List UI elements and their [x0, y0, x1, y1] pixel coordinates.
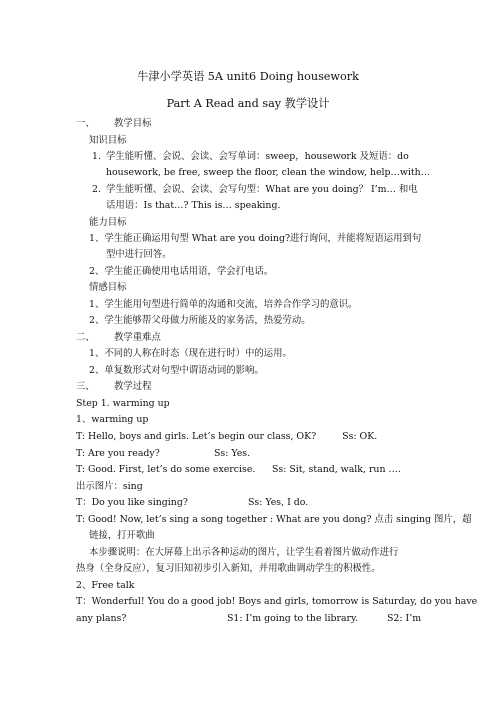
teacher-line: T: Hello, boys and girls. Let’s begin our class, OK? — [76, 431, 317, 442]
students-line: Ss: Yes. — [214, 448, 251, 459]
subheading: 知识目标 — [89, 135, 127, 146]
section-heading: 教学重难点 — [114, 332, 161, 343]
dialogue-line — [76, 447, 160, 460]
students-line: Ss: OK. — [342, 431, 378, 442]
instruction-line: 出示图片：sing — [76, 481, 143, 492]
section-number: 三、 — [76, 381, 95, 392]
student-line: S1: I’m going to the library. — [227, 613, 359, 624]
teacher-line: T: Are you ready? — [76, 448, 160, 459]
teacher-line: T：Do you like singing? — [76, 497, 188, 508]
list-item: 学生能听懂、会说、会读、会写单词：sweep，housework 及短语：do — [106, 151, 409, 162]
list-item: 1、不同的人称在时态（现在进行时）中的运用。 — [89, 348, 292, 359]
document-subtitle: Part A Read and say 教学设计 — [166, 97, 330, 110]
note-line: 热身（全身反应），复习旧知初步引入新知，并用歌曲调动学生的积极性。 — [76, 563, 381, 574]
list-item: 2、学生能正确使用电话用语，学会打电话。 — [89, 266, 274, 277]
continuation-line: any plans? — [76, 613, 127, 624]
list-item-continuation: housework, be free, sweep the floor, clean the window, help…with… — [106, 167, 431, 178]
list-item: 1、学生能用句型进行简单的沟通和交流，培养合作学习的意识。 — [89, 299, 358, 310]
section-number: 二、 — [76, 332, 95, 343]
list-item: 2、学生能够帮父母做力所能及的家务活，热爱劳动。 — [89, 315, 311, 326]
subheading: 1、warming up — [76, 414, 149, 425]
list-item-continuation: 话用语：Is that…? This is… speaking. — [106, 200, 281, 211]
section-heading: 教学目标 — [114, 118, 152, 129]
students-line: Ss: Yes, I do. — [248, 497, 309, 508]
list-item: 2、单复数形式对句型中谓语动词的影响。 — [89, 365, 264, 376]
dialogue-line — [76, 430, 377, 443]
teacher-line-continuation: 链接，打开歌曲 — [89, 530, 155, 541]
item-number: 1. — [92, 151, 101, 162]
section-heading: 教学过程 — [114, 381, 152, 392]
subheading: 能力目标 — [89, 217, 127, 228]
section-number: 一、 — [76, 118, 95, 129]
document-title: 牛津小学英语 5A unit6 Doing housework — [137, 70, 359, 83]
item-number: 2. — [92, 184, 101, 195]
step-heading: Step 1. warming up — [76, 398, 170, 409]
subheading: 情感目标 — [89, 282, 127, 293]
list-item-continuation: 型中进行回答。 — [106, 249, 172, 260]
students-line: Ss: Sit, stand, walk, run …. — [272, 464, 401, 475]
teacher-line: T: Good. First, let’s do some exercise. — [76, 464, 256, 475]
teacher-line: T：Wonderful! You do a good job! Boys and girls, tomorrow is Saturday, do you have — [76, 596, 478, 607]
student-line: S2: I’m — [387, 613, 422, 624]
teacher-line: T: Good! Now, let’s sing a song together : What are you dong? 点击 singing 图片，超 — [76, 514, 472, 525]
subheading: 2、Free talk — [76, 580, 135, 591]
list-item: 1、学生能正确运用句型 What are you doing?进行询问，并能将短语运用到句 — [89, 233, 422, 244]
list-item: 学生能听懂、会说、会读、会写句型：What are you doing？ I’m… 和电 — [106, 184, 418, 195]
note-line: 本步骤说明：在大屏幕上出示各种运动的图片，让学生看着图片做动作进行 — [89, 547, 399, 558]
